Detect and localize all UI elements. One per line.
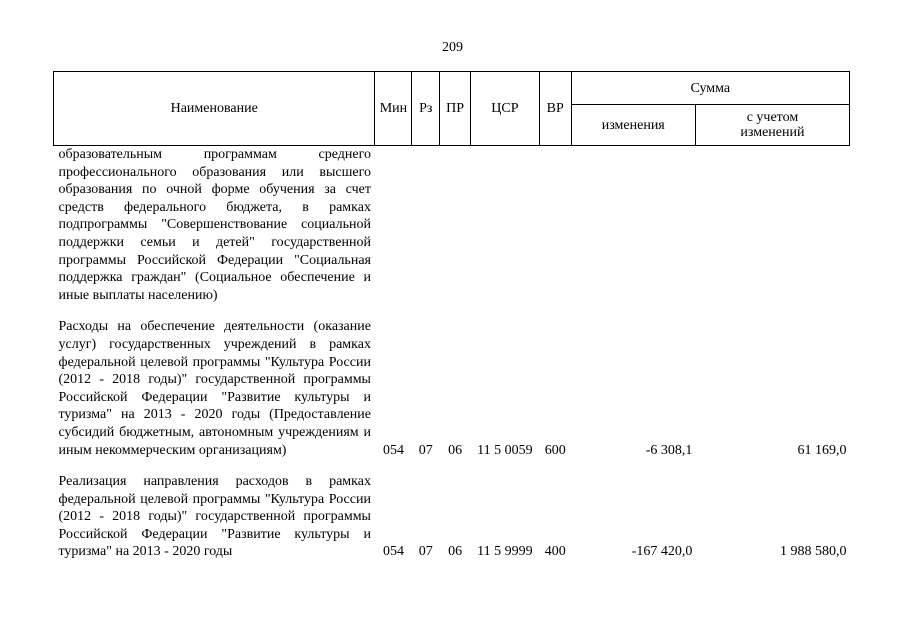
header-with-changes: с учетом изменений: [695, 105, 849, 146]
row-pr: [440, 146, 471, 305]
row-pr: 06: [448, 544, 463, 560]
row-csr: [470, 146, 539, 305]
table-row: [54, 318, 850, 459]
row-with-changes: 1 988 580,0: [780, 544, 847, 560]
budget-table: [53, 71, 850, 561]
row-rz: [412, 146, 440, 305]
row-with-changes: 61 169,0: [797, 442, 847, 458]
row-csr: 11 5 0059: [477, 442, 533, 458]
header-csr: ЦСР: [470, 72, 539, 146]
row-change: -167 420,0: [631, 544, 693, 560]
row-pr: 06: [448, 442, 463, 458]
row-vr: [539, 146, 571, 305]
row-min: 054: [382, 442, 404, 458]
row-name: Расходы на обеспечение деятельности (оказание услуг) государственных учреждений в рамках федеральной целевой программы "Культура России (2012 - 2018 годы)" государственной программы Российской Федерации "Развитие культуры и туризма" на 2013 - 2020 годы (Предоставление субсидий бюджетным, автономным учреждениям и иным некоммерческим организациям): [58, 319, 371, 458]
header-change: изменения: [571, 105, 695, 146]
header-min: Мин: [375, 72, 412, 146]
row-vr: 600: [544, 442, 566, 458]
header-vr: ВР: [539, 72, 571, 146]
row-name: образовательным программам среднего профессионального образования или высшего образования по очной форме обучения за счет средств федерального бюджета, в рамках подпрограммы "Совершенствование социальной поддержки семьи и детей" государственной программы Российской Федерации "Социальная поддержка граждан" (Социальное обеспечение и иные выплаты населению): [58, 147, 371, 303]
table-header: [54, 72, 850, 146]
row-min: 054: [382, 544, 404, 560]
table-row: [54, 473, 850, 561]
row-vr: 400: [544, 544, 566, 560]
page-number: 209: [442, 40, 463, 55]
row-min: [375, 146, 412, 305]
header-pr: ПР: [440, 72, 471, 146]
row-change: [571, 146, 695, 305]
header-sum: Сумма: [571, 72, 849, 105]
row-rz: 07: [418, 442, 433, 458]
row-csr: 11 5 9999: [477, 544, 533, 560]
row-with-changes: [695, 146, 849, 305]
table-row: [54, 146, 850, 305]
header-rz: Рз: [412, 72, 440, 146]
row-change: -6 308,1: [645, 442, 693, 458]
header-name: Наименование: [54, 72, 375, 146]
row-rz: 07: [418, 544, 433, 560]
row-name: Реализация направления расходов в рамках федеральной целевой программы "Культура России (2012 - 2018 годы)" государственной программы Российской Федерации "Развитие культуры и туризма" на 2013 - 2020 годы: [58, 474, 371, 560]
